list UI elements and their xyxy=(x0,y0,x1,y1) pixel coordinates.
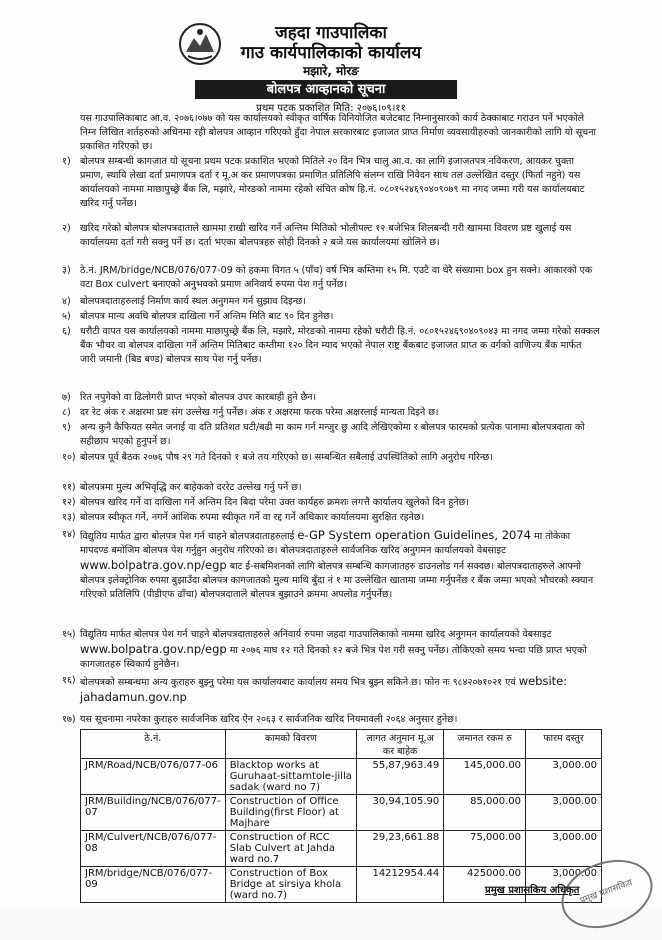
item-text: यस सूचनामा नपरेका कुराहरु सार्वजनिक खरिद ऐन २०६३ र सार्वजनिक खरिद नियमावली २०६४ अनुसार हुनेछ। xyxy=(80,714,458,725)
condition-item-6 xyxy=(62,325,600,367)
condition-item-9 xyxy=(62,421,600,449)
item-number: ११) xyxy=(62,482,76,493)
condition-item-14 xyxy=(62,528,600,602)
bid-security-cell: 75,000.00 xyxy=(444,831,526,867)
contract-no-cell: JRM/Building/NCB/076/077-07 xyxy=(81,795,226,831)
condition-item-16 xyxy=(62,674,600,706)
contracts-table xyxy=(80,729,602,903)
table-row xyxy=(81,795,602,831)
contract-no-cell: JRM/Culvert/NCB/076/077-08 xyxy=(81,831,226,867)
publication-date: प्रथम पटक प्रकाशित मिति: २०७६।०९।११ xyxy=(256,103,406,114)
description-cell: Construction of RCC Slab Culvert at Jahda ward no.7 xyxy=(225,831,356,867)
item-number: ६) xyxy=(62,326,71,337)
bolpatra-url-link[interactable]: www.bolpatra.gov.np/egp xyxy=(80,558,227,572)
item-number: १५) xyxy=(62,629,76,640)
item-number: १३) xyxy=(62,512,76,523)
condition-item-4 xyxy=(62,295,600,309)
item-number: १२) xyxy=(62,497,76,508)
item-text: मा २०७६ माघ १२ गते दिनको १२ बजे भित्र पेश गरी सक्नु पर्नेछ। तोकिएको समय भन्दा पछि प्राप्त भएको कागजातहरु स्विकार्य हुनेछैन। xyxy=(80,645,587,670)
item-number: ४) xyxy=(62,296,71,307)
item-text: विद्युतिय मार्फत द्वारा बोलपत्र पेश गर्न चाहने बोलपत्रदाताहरुलाई xyxy=(80,531,295,542)
item-text: बोलपत्र स्वीकृत गर्ने, नगर्ने आंशिक रुपमा स्वीकृत गर्ने वा रद्द गर्ने अधिकार कार्यालयमा सुरक्षित रहनेछ। xyxy=(80,512,425,523)
item-text: बोलपत्र सम्बन्धी कागजात यो सूचना प्रथम पटक प्रकाशित भएको मितिले २० दिन भित्र चालु आ.व. का लागि इजाजतपत्र नविकरण, आयकर चुक्ता प्रमाण, स्थायि लेखा दर्ता प्रमाणपत्र दर्ता र मू.अ कर प्रमाणपत्रका प्रमाणित प्रतिलिपि संलग्न राखि निवेदन साथ तल उल्लेखित दस्तुर (फिर्ता नहुने) यस कार्यालयको नाममा माछापुच्छ्रे बैंक लि, मझारे, मोरङको नाममा रहेको संचित कोष हि.नं. ०८०१५२४६९०४०९०७९ मा नगद जम्मा गरी यस कार्यालयबाट खरिद गर्नु पर्नेछ। xyxy=(80,156,585,209)
item-text: अन्य कुनै कैफियत समेत जनाई वा दति प्रतिशत घटी/बढी मा काम गर्न मन्जुर छु आदि लेखिएकोमा र बोलपत्र फारमको प्रत्येक पानामा बोलपत्रदाता को सहीछाप भएको हुनुपर्ने छ। xyxy=(80,422,585,447)
item-text: दर रेट अंक र अक्षरमा प्रष्ट संग उल्लेख गर्नु पर्नेछ। अंक र अक्षरमा फरक परेमा अक्षरलाई मान्यता दिइने छ। xyxy=(80,407,439,418)
item-text: बोलपत्र खरिद गर्ने वा दाखिला गर्ने अन्तिम दिन बिदा परेमा उक्त कार्यहरु क्रमशः लगत्तै कार्यालय खुलेको दिन हुनेछ। xyxy=(80,497,469,508)
item-number: ९) xyxy=(62,422,71,433)
condition-item-5 xyxy=(62,310,600,324)
item-number: १०) xyxy=(62,452,76,463)
col-header-description: कामको विवरण xyxy=(225,730,356,759)
item-text: बाट ई-सबमिशनको लागि बोलपत्र सम्बन्धि कागजातहरु डाउनलोड गर्न सक्दछ। बोलपत्रदाताहरुले आफ्नो बोलपत्र इलेक्ट्रोनिक रुपमा बुझाउँदा बोलपत्र कागजातको मुल्य माथि बुँदा नं १ मा उल्लेखित खातामा जम्मा गर्नुपर्नेछ र बैंक जम्मा भएको भौचरको स्क्यान गरिएको प्रतिलिपि (पीडीएफ ढाँचा) बोलपत्रदाताले बोलपत्र बुझाउने क्रममा अपलोड गर्नुपर्नेछ। xyxy=(80,561,594,600)
table-row xyxy=(81,759,602,795)
item-number: १६) xyxy=(62,675,76,686)
condition-item-1 xyxy=(62,155,600,211)
col-header-bid-security: जमानत रकम रु xyxy=(444,730,526,759)
item-number: ८) xyxy=(62,407,71,418)
office-location: मझारे, मोरङ xyxy=(303,64,359,78)
form-fee-cell: 3,000.00 xyxy=(526,795,602,831)
condition-item-12 xyxy=(62,496,600,510)
egp-guideline-text: e-GP System operation Guidelines, 2074 xyxy=(297,528,531,542)
item-number: ७) xyxy=(62,392,71,403)
form-fee-cell: 3,000.00 xyxy=(526,831,602,867)
item-number: १४) xyxy=(62,529,76,540)
condition-item-13 xyxy=(62,511,600,525)
item-text: बोलपत्र मान्य अवधि बोलपत्र दाखिला गर्ने अन्तिम मिति बाट ९० दिन हुनेछ। xyxy=(80,311,334,322)
bid-security-cell: 145,000.00 xyxy=(444,759,526,795)
notice-title-banner: बोलपत्र आव्हानको सूचना xyxy=(195,80,457,99)
bid-security-cell: 85,000.00 xyxy=(444,795,526,831)
item-number: १) xyxy=(62,156,71,167)
condition-item-8 xyxy=(62,406,600,420)
intro-paragraph: यस गाउपालिकाबाट आ.व. २०७६।०७७ को यस कार्यालयको स्वीकृत वार्षिक विनियोजित बजेटबाट निम्नानुसारको कार्य ठेक्काबाट गराउन पर्ने भएकोले निम्न लिखित शर्तहरुको अधिनमा रही बोलपत्र आव्हान गरिएको हुँदा नेपाल सरकारबाट इजाजत प्राप्त निर्माण व्यवसायीहरुको जानकारीको लागि यो सूचना प्रकाशित गरिएको छ। xyxy=(80,113,596,152)
item-text: विद्युतिय मार्फत बोलपत्र पेश गर्न चाहने बोलपत्रदाताहरुले अनिवार्य रुपमा जहदा गाउपालिकाको नाममा खरिद अनुगमन कार्यालयको वेबसाइट xyxy=(80,629,552,640)
bid-security-cell: 425000.00 xyxy=(444,867,526,903)
table-header-row xyxy=(81,730,602,759)
item-text: रित नपुगेको वा ढिलोगरी प्राप्त भएको बोलपत्र उपर कारबाही हुने छैन। xyxy=(80,392,317,403)
office-name: गाउ कार्यपालिकाको कार्यालय xyxy=(240,43,422,63)
item-text: धरौटी वापत यस कार्यालयको नाममा माछापुच्छ्रे बैंक लि, मझारे, मोरङको नाममा रहेको धरौटी हि.नं. ०८०१५२४६९०४०९०४३ मा नगद जम्मा गरेको सक्कल बैंक भौचर वा बोलपत्र दाखिला गर्ने अन्तिम मितिबाट कम्तीमा १२० दिन म्याद भएको नेपाल राष्ट्र बैंकबाट इजाजत प्राप्त क वर्गको वाणिज्य बैंक मार्फत जारी जमानी (बिड बण्ड) बोलपत्र साथ पेश गर्नु पर्नेछ। xyxy=(80,326,600,365)
form-fee-cell: 3,000.00 xyxy=(526,867,602,903)
cost-cell: 14212954.44 xyxy=(357,867,444,903)
item-number: ३) xyxy=(62,265,71,276)
item-text: मा तोकेका मापदण्ड बमोजिम बोलपत्र पेश गर्नुहुन अनुरोध गरिएको छ। बोलपत्रदाताहरुले सार्वजनिक खरिद अनुगमन कार्यालयको वेबसाइट xyxy=(80,531,571,556)
condition-item-7 xyxy=(62,391,600,405)
item-text: बोलपत्रमा मुल्य अभिवृद्धि कर बाहेकको दररेट उल्लेख गर्नु पर्ने छ। xyxy=(80,482,302,493)
item-number: ५) xyxy=(62,311,71,322)
cost-cell: 29,23,661.88 xyxy=(357,831,444,867)
col-header-contract-no: ठे.नं. xyxy=(81,730,226,759)
item-text: ठे.नं. JRM/bridge/NCB/076/077-09 को हकमा विगत ५ (पाँच) वर्ष भित्र कम्तिमा १५ मि. एउटै वा धेरै संख्यामा box हुन सक्ने। आकारको एक वटा Box culvert बनाएको अनुभवको प्रमाण अनिवार्य रुपमा पेश गर्नु पर्नेछ। xyxy=(80,265,593,290)
condition-item-10 xyxy=(62,451,600,465)
website-link[interactable]: website: jahadamun.gov.np xyxy=(80,674,568,704)
item-text: बोलपत्रको सम्बन्धमा अन्य कुराहरु बुझ्नु परेमा यस कार्यालयबाट कार्यालय समय भित्र बुझ्न सकिने छ। फोन नः ९८४२०७१०२१ एवं xyxy=(80,677,516,688)
office-stamp: प्रमुख प्रशासकिय xyxy=(552,848,662,940)
condition-item-17 xyxy=(62,713,600,727)
condition-item-2 xyxy=(62,222,600,250)
contract-no-cell: JRM/bridge/NCB/076/077-09 xyxy=(81,867,226,903)
description-cell: Construction of Box Bridge at sirsiya khola (ward no.7) xyxy=(225,867,356,903)
condition-item-11 xyxy=(62,481,600,495)
description-cell: Blacktop works at Guruhaat-sittamtole-jilla sadak (ward no 7) xyxy=(225,759,356,795)
municipality-name: जहदा गाउपालिका xyxy=(275,23,387,43)
bolpatra-url-link[interactable]: www.bolpatra.gov.np/egp xyxy=(80,642,227,656)
item-text: बोलपत्रदाताहरुलाई निर्माण कार्य स्थल अनुगमन गर्न सुझाव दिइन्छ। xyxy=(80,296,306,307)
condition-item-15 xyxy=(62,628,600,672)
item-number: २) xyxy=(62,223,71,234)
description-cell: Construction of Office Building(first Floor) at Majhare xyxy=(225,795,356,831)
signature-title: प्रमुख प्रशासकिय अधिकृत xyxy=(485,885,580,896)
table-row xyxy=(81,831,602,867)
condition-item-3 xyxy=(62,264,600,292)
cost-cell: 55,87,963.49 xyxy=(357,759,444,795)
col-header-cost-estimate: लागत अनुमान मू.अ कर बाहेक xyxy=(357,730,444,759)
col-header-form-fee: फारम दस्तुर xyxy=(526,730,602,759)
item-text: बोलपत्र पूर्व बैठक २०७६ पौष २९ गते दिनको १ बजे तय गरिएको छ। सम्बन्धित सबैलाई उपस्थितिको लागि अनुरोध गरिन्छ। xyxy=(80,452,493,463)
form-fee-cell: 3,000.00 xyxy=(526,759,602,795)
item-number: १७) xyxy=(62,714,76,725)
item-text: खरिद गरेको बोलपत्र बोलपत्रदाताले खाममा राखी खरिद गर्ने अन्तिम मितिको भोलीपल्ट १२ बजेभित्र शिलबन्दी गरी खाममा विवरण प्रष्ट खुलाई यस कार्यालयमा दर्ता गरी सक्नु पर्ने छ। दर्ता भएका बोलपत्रहरु सोही दिनको २ बजे यस कार्यालयमा खोलिने छ। xyxy=(80,223,572,248)
cost-cell: 30,94,105.90 xyxy=(357,795,444,831)
contract-no-cell: JRM/Road/NCB/076/077-06 xyxy=(81,759,226,795)
